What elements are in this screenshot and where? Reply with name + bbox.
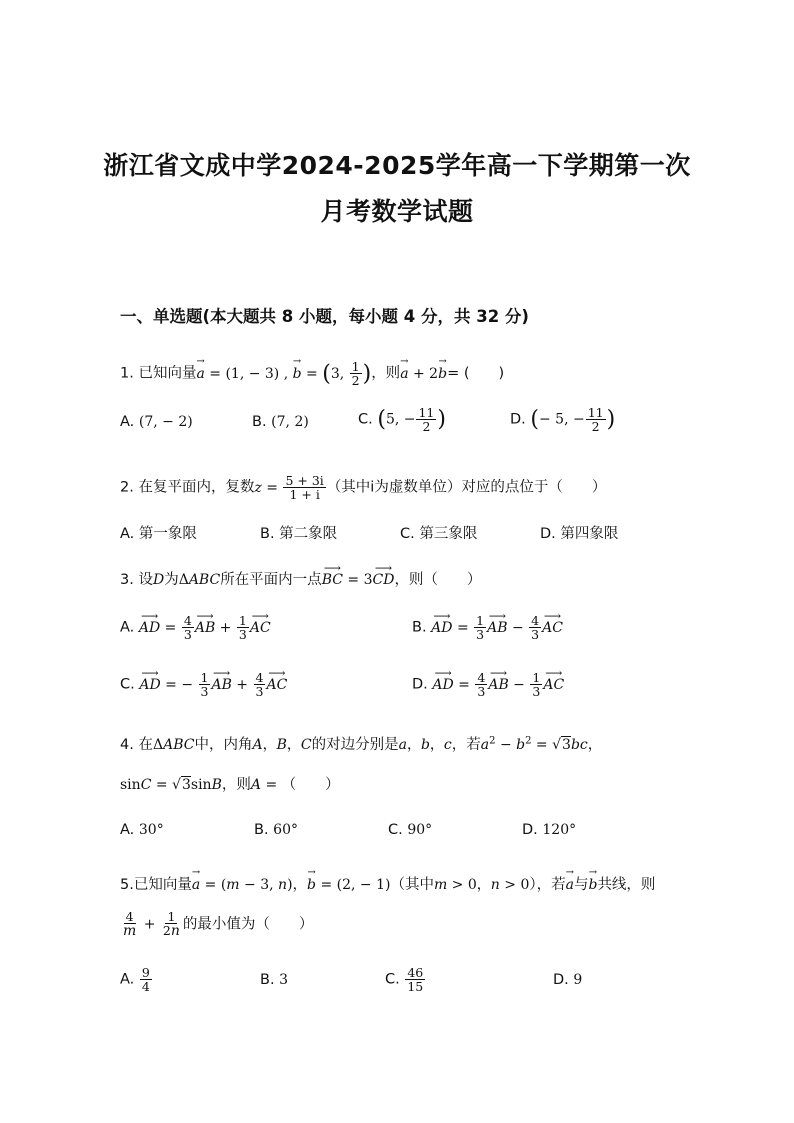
formula: z = $\frac{5 + 3i}{1 + i}$ — [254, 473, 324, 503]
option-a: A. $\frac{9}{4}$ — [120, 965, 150, 995]
option-b: B. 3 — [260, 972, 289, 988]
option-c: C. 90° — [388, 822, 433, 838]
question-4: 4. 在ΔABC中，内角A，B，C的对边分别是a，b，c，若$a^2 - b^2 = √3bc$， — [120, 735, 603, 753]
option-d: D. (− 5, − $\frac{11}{2}$ ) — [510, 405, 616, 435]
question-2: 2. 在复平面内，复数z = $\frac{5 + 3i}{1 + i}$ （其中i为虚数单位）对应的点位于（ ） — [120, 473, 607, 503]
option-b: B. (7, 2) — [252, 414, 309, 430]
formula: → a + 2→ b — [400, 366, 447, 382]
option-a: A. (7, − 2) — [120, 414, 193, 430]
question-3: 3. 设D为ΔABC所在平面内一点⟶ BC = 3⟶ CD，则（ ） — [120, 568, 481, 589]
option-a: A. 30° — [120, 822, 164, 838]
option-d: D. 120° — [522, 822, 577, 838]
option-b: B. 第二象限 — [260, 526, 338, 542]
option-a: A. 第一象限 — [120, 526, 197, 542]
formula: → a = (1, − 3) , → b = (3, $\frac{1}{2}$ ) — [196, 366, 371, 382]
question-4-cont: sinC = √3sinB，则A = （ ） — [120, 777, 340, 793]
option-c: C. ⟶ AD = − $\frac{1}{3}$ ⟶ AB + $\frac{4}{3}$ ⟶ AC — [120, 671, 287, 698]
question-1: 1. 已知向量→ a = (1, − 3) , → b = (3, $\frac{1}{2}$ )，则→ a + 2→ b= ( ) — [120, 360, 504, 387]
title-line-2: 月考数学试题 — [320, 197, 474, 226]
option-a: A. ⟶ AD = $\frac{4}{3}$ ⟶ AB + $\frac{1}{3}$ ⟶ AC — [120, 614, 271, 641]
option-b: B. 60° — [254, 822, 298, 838]
section-heading: 一、单选题(本大题共 8 小题，每小题 4 分，共 32 分) — [120, 307, 529, 326]
question-text: 已知向量 — [138, 365, 197, 382]
option-d: D. 第四象限 — [540, 526, 619, 542]
option-b: B. ⟶ AD = $\frac{1}{3}$ ⟶ AB − $\frac{4}{3}$ ⟶ AC — [412, 614, 563, 641]
question-5: 5.已知向量→ a = (m − 3, n)，→ b = (2, − 1)（其中m > 0，n > 0），若→ a与→ b共线，则 — [120, 873, 655, 894]
option-c: C. (5, − $\frac{11}{2}$ ) — [358, 405, 446, 435]
question-5-cont: $\frac{4}{m}$ + $\frac{1}{2n}$ 的最小值为（ ） — [123, 909, 314, 940]
option-d: D. ⟶ AD = $\frac{4}{3}$ ⟶ AB − $\frac{1}{3}$ ⟶ AC — [412, 671, 564, 698]
question-number: 1. — [120, 365, 134, 382]
option-d: D. 9 — [553, 972, 583, 988]
title-line-1: 浙江省文成中学2024-2025学年高一下学期第一次 — [103, 151, 691, 180]
option-c: C. 第三象限 — [400, 526, 478, 542]
option-c: C. $\frac{46}{15}$ — [385, 965, 424, 995]
